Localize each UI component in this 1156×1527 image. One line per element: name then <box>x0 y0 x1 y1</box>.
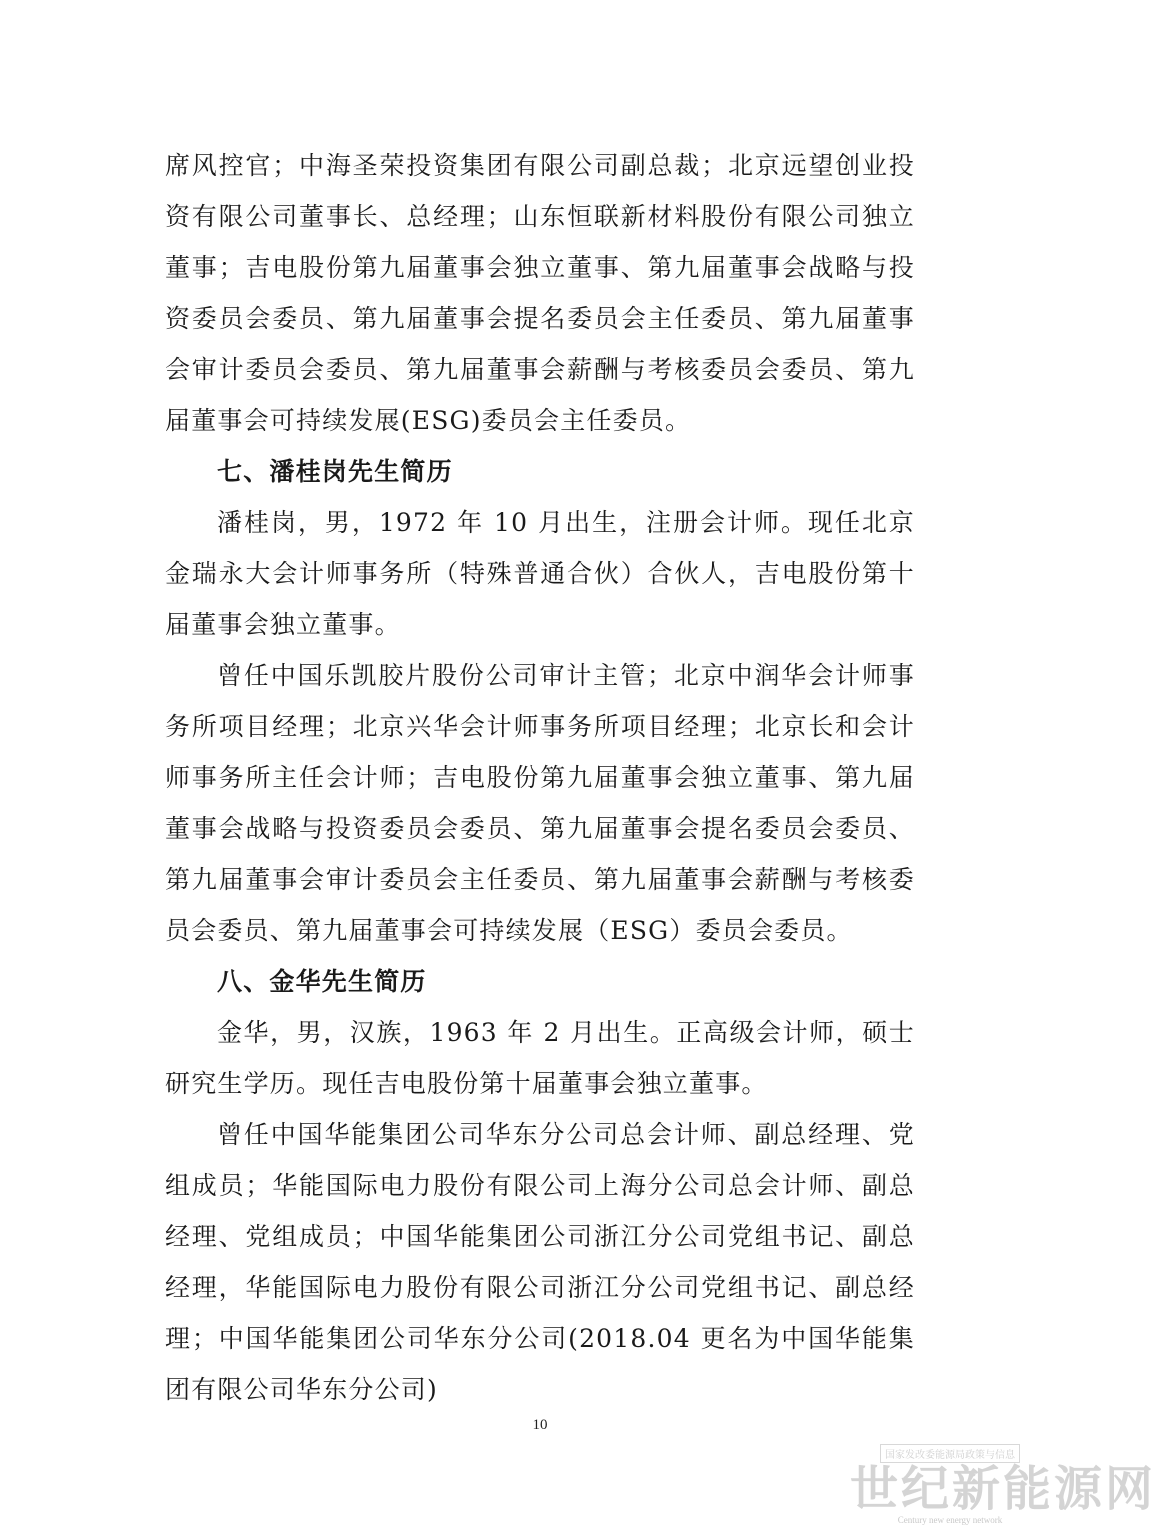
section-8-heading: 八、金华先生简历 <box>217 967 427 996</box>
section-7-heading: 七、潘桂岗先生简历 <box>217 457 453 486</box>
watermark-top-text: 国家发改委能源局政策与信息 <box>880 1444 1020 1463</box>
watermark-logo <box>850 1443 1156 1525</box>
section-7-paragraph-2: 曾任中国乐凯胶片股份公司审计主管；北京中润华会计师事务所项目经理；北京兴华会计师事务所项目经理；北京长和会计师事务所主任会计师；吉电股份第九届董事会独立董事、第九届董事会战略与投资委员会委员、第九届董事会提名委员会委员、第九届董事会审计委员会主任委员、第九届董事会薪酬与考核委员会委员、第九届董事会可持续发展（ESG）委员会委员。 <box>165 661 915 945</box>
section-7-paragraph-1: 潘桂岗，男，1972 年 10 月出生，注册会计师。现任北京金瑞永大会计师事务所（特殊普通合伙）合伙人，吉电股份第十届董事会独立董事。 <box>165 508 915 639</box>
watermark-main-text: 世纪新能源网 <box>850 1461 1156 1517</box>
watermark-sub-text: Century new energy network <box>897 1515 1003 1525</box>
page-number: 10 <box>532 1417 548 1433</box>
continued-paragraph: 席风控官；中海圣荣投资集团有限公司副总裁；北京远望创业投资有限公司董事长、总经理；山东恒联新材料股份有限公司独立董事；吉电股份第九届董事会独立董事、第九届董事会战略与投资委员会委员、第九届董事会提名委员会主任委员、第九届董事会审计委员会委员、第九届董事会薪酬与考核委员会委员、第九届董事会可持续发展(ESG)委员会主任委员。 <box>165 151 915 435</box>
document-body <box>165 140 915 1415</box>
section-8-paragraph-1: 金华，男，汉族，1963 年 2 月出生。正高级会计师，硕士研究生学历。现任吉电股份第十届董事会独立董事。 <box>165 1018 915 1098</box>
section-8-paragraph-2: 曾任中国华能集团公司华东分公司总会计师、副总经理、党组成员；华能国际电力股份有限公司上海分公司总会计师、副总经理、党组成员；中国华能集团公司浙江分公司党组书记、副总经理，华能国际电力股份有限公司浙江分公司党组书记、副总经理；中国华能集团公司华东分公司(2018.04 更名为中国华能集团有限公司华东分公司) <box>165 1120 915 1404</box>
